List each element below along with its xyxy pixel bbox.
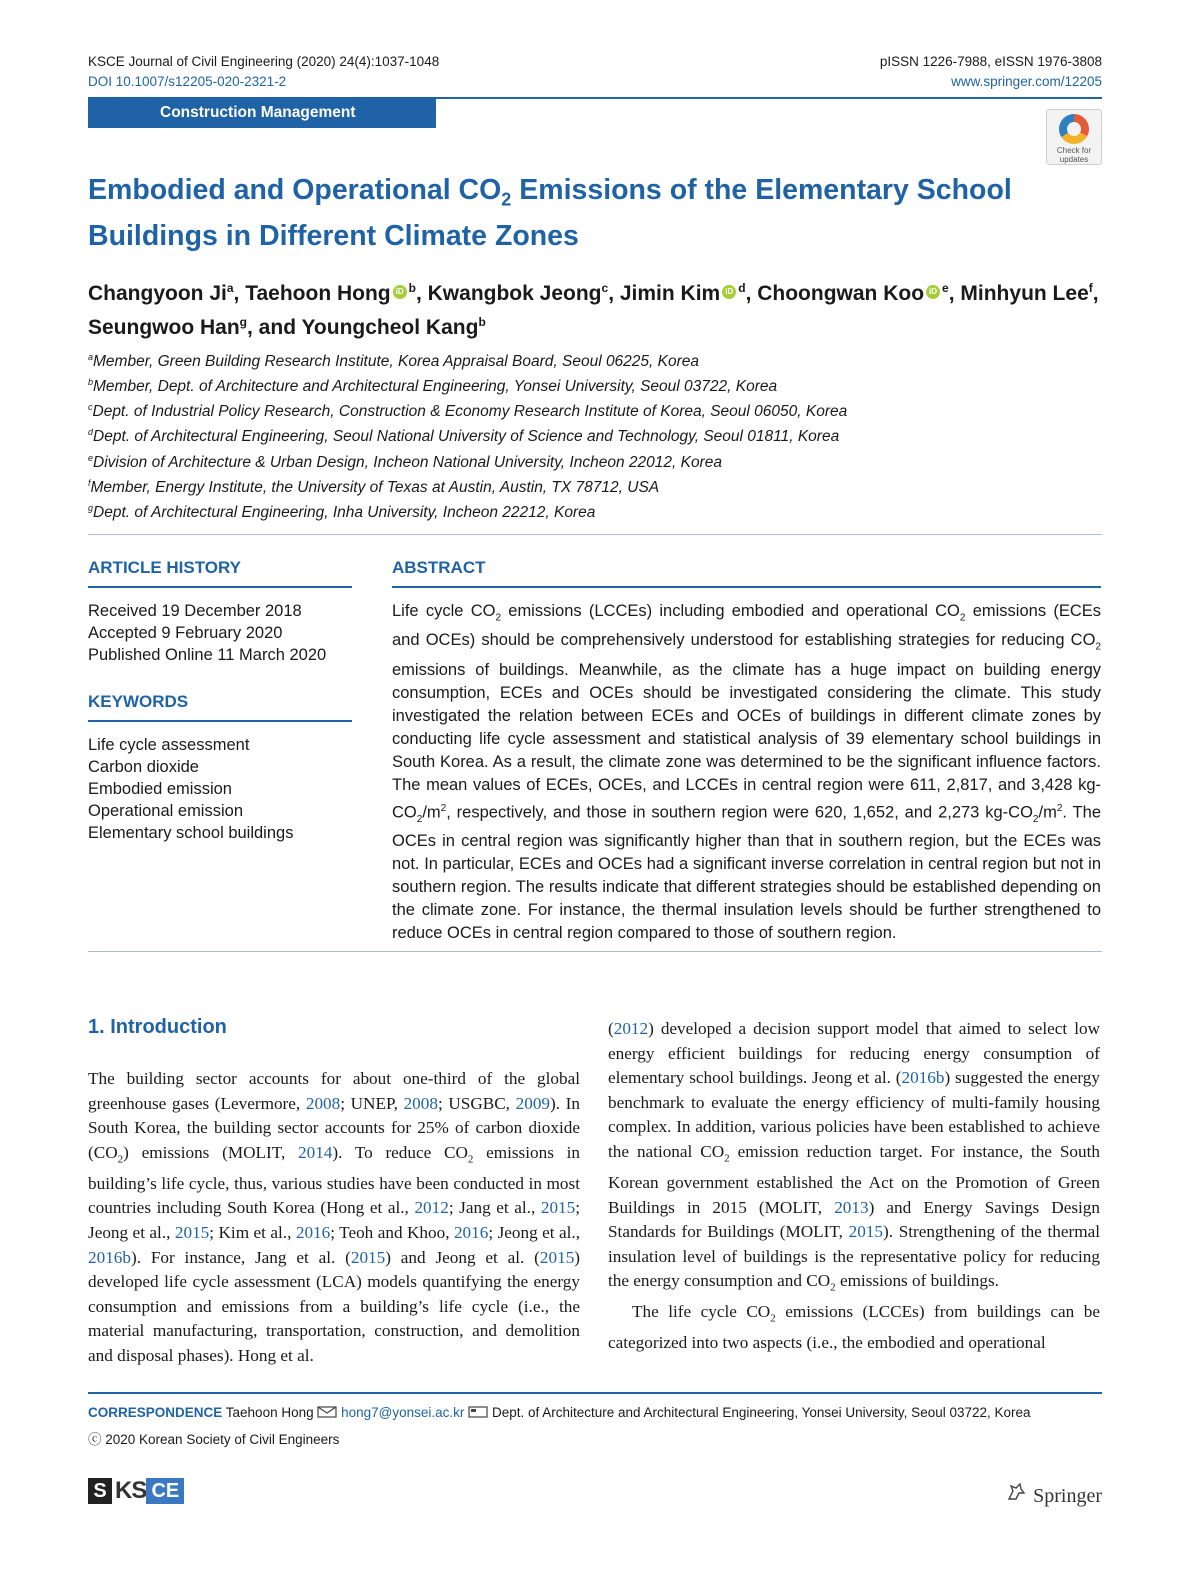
citation-link[interactable]: 2012 [414, 1198, 449, 1218]
article-history-heading: ARTICLE HISTORY [88, 558, 242, 577]
section-label: Construction Management [88, 99, 436, 128]
intro-paragraph: The life cycle $CO_2$ emissions (LCCEs) from buildings can be categorized into two aspects (i.e., the embodied and operational [608, 1302, 1100, 1353]
orcid-icon[interactable]: iD [926, 285, 940, 299]
affiliation: $^f$Member, Energy Institute, the University of Texas at Austin, Austin, TX 78712, USA [88, 477, 660, 496]
affiliation: $^e$Division of Architecture & Urban Design, Incheon National University, Incheon 22012, Korea [88, 452, 722, 471]
citation-link[interactable]: 2015 [539, 1247, 575, 1267]
affiliation: $^c$Dept. of Industrial Policy Research, Construction & Economy Research Institute of Korea, Seoul 06050, Korea [88, 402, 848, 421]
introduction-heading: 1. Introduction [88, 1016, 227, 1038]
citation-link[interactable]: 2016 [453, 1223, 489, 1242]
published-date: Published Online 11 March 2020 [88, 646, 327, 664]
springer-wordmark: Springer [1033, 1484, 1102, 1507]
author-affiliation-mark: f [1088, 281, 1093, 295]
citation-link[interactable]: 2014 [298, 1142, 333, 1162]
citation-link[interactable]: 2015 [350, 1247, 386, 1267]
author-affiliation-mark: e [942, 281, 949, 295]
affiliation: $^g$Dept. of Architectural Engineering, Inha University, Incheon 22212, Korea [88, 502, 596, 522]
divider [88, 534, 1102, 535]
author-name: Minhyun Lee [960, 282, 1089, 305]
affiliation: $^a$Member, Green Building Research Institute, Korea Appraisal Board, Seoul 06225, Korea [88, 352, 700, 371]
received-date: Received 19 December 2018 [88, 602, 302, 620]
copyright: ⓒ 2020 Korean Society of Civil Engineers [88, 1432, 340, 1447]
orcid-icon[interactable]: iD [722, 285, 736, 299]
divider [88, 586, 352, 588]
keywords-heading: KEYWORDS [88, 692, 189, 711]
footer-rule [88, 1392, 1102, 1394]
author-affiliation-mark: c [601, 281, 609, 295]
correspondence [88, 1403, 1103, 1423]
author-affiliation-mark: g [239, 315, 248, 329]
abstract-body: Life cycle $CO_2$ emissions (LCCEs) including embodied and operational $CO_2$ emissions (ECEs and OCEs) should be comprehensively understood for establishing strategies for reducing $CO_2$ emissions of buildings. Meanwhile, as the climate has a huge impact on building energy consumption, ECEs and OCEs should be investigated considering the climate. This study investigated the relation between ECEs and OCEs of buildings in different climate zones by conducting life cycle assessment and statistical analysis of 39 elementary school buildings in South Korea. As a result, the climate zone was determined to be the significant influence factors. The mean values of ECEs, OCEs, and LCCEs in central region were 611, 2,817, and 3,428 $kg-CO_2/m^2$, respectively, and those in southern region were 620, 1,652, and 2,273 $kg-CO_2/m^2$. The OCEs in central region was significantly higher than that in southern region, but the ECEs was not. In particular, ECEs and OCEs had a significant inverse correlation in central region but not in southern region. The results indicate that different strategies should be established depending on the climate zone. For instance, the thermal insulation levels should be further strengthened to reduce OCEs in central region compared to those of southern region. [392, 602, 1101, 943]
issn-text: pISSN 1226-7988, eISSN 1976-3808 [879, 54, 1102, 69]
intro-column-right [608, 1017, 1100, 1356]
keyword: Carbon dioxide [88, 758, 199, 776]
author-affiliation-mark: a [226, 281, 234, 295]
springer-horse-icon [1005, 1481, 1027, 1510]
citation-link[interactable]: 2008 [403, 1093, 438, 1113]
journal-citation: KSCE Journal of Civil Engineering (2020) 24(4):1037-1048 [88, 54, 440, 69]
ksce-logo [88, 1478, 184, 1504]
paper-title: Embodied and Operational $CO_2$ Emissions of the Elementary School Buildings in Different Climate Zones [88, 174, 1012, 252]
intro-paragraph: The building sector accounts for about one-third of the global greenhouse gases (Levermore, 2008; UNEP, 2008; USGBC, 2009). In South Korea, the building sector accounts for 25% of carbon dioxide $(CO_2)$ emissions (MOLIT, 2014). To reduce $CO_2$ emissions in building’s life cycle, thus, various studies have been conducted in most countries including South Korea (Hong et al., 2012; Jang et al., 2015; Jeong et al., 2015; Kim et al., 2016; Teoh and Khoo, 2016; Jeong et al., 2016b). For instance, Jang et al. (2015) and Jeong et al. (2015) developed life cycle assessment (LCA) models quantifying the energy consumption and emissions from a building’s life cycle (i.e., the material manufacturing, transportation, construction, and demolition and disposal phases). Hong et al. [88, 1069, 581, 1365]
mail-icon [317, 1405, 341, 1420]
keywords-section [88, 692, 352, 722]
intro-column-left [88, 1067, 580, 1369]
author-affiliation-mark: d [738, 281, 746, 295]
abstract-section [392, 558, 1101, 588]
article-history-dates [88, 600, 326, 666]
author-list: Changyoon Ji$^a$, Taehoon Hong iD $^b$, Kwangbok Jeong$^c$, Jimin Kim iD $^d$, Choongwan Koo iD $^e$, Minhyun Lee$^f$, Seungwoo Han$^g$, and Youngcheol Kang$^b$ [88, 281, 1099, 339]
ksce-logo-box: CE [146, 1478, 184, 1504]
author-affiliation-mark: b [478, 315, 486, 329]
accepted-date: Accepted 9 February 2020 [88, 624, 283, 642]
correspondence-address: Dept. of Architecture and Architectural Engineering, Yonsei University, Seoul 03722, Korea [491, 1405, 1031, 1420]
affiliation: $^b$Member, Dept. of Architecture and Architectural Engineering, Yonsei University, Seoul 03722, Korea [88, 377, 778, 396]
divider [88, 720, 352, 722]
citation-link[interactable]: 2013 [834, 1197, 869, 1217]
citation-link[interactable]: 2016b [901, 1068, 945, 1088]
affiliation-list [88, 347, 1103, 523]
author-affiliation-mark: b [408, 281, 416, 295]
citation-link[interactable]: 2016 [295, 1223, 331, 1242]
springer-logo [1005, 1481, 1102, 1510]
check-for-updates-button[interactable] [1046, 109, 1102, 165]
citation-link[interactable]: 2012 [613, 1019, 649, 1038]
correspondence-label: CORRESPONDENCE [88, 1405, 223, 1420]
author-name: Youngcheol Kang [301, 316, 479, 339]
author-name: Jimin Kim [619, 282, 721, 305]
check-for-updates-label: Check for updates [1056, 146, 1092, 164]
correspondence-name: Taehoon Hong [222, 1405, 318, 1420]
affiliation: $^d$Dept. of Architectural Engineering, Seoul National University of Science and Technology, Seoul 01811, Korea [88, 427, 840, 446]
author-name: Seungwoo Han [88, 316, 240, 339]
correspondence-email-link[interactable]: hong7@yonsei.ac.kr [341, 1405, 465, 1420]
citation-link[interactable]: 2008 [305, 1093, 341, 1113]
keyword: Elementary school buildings [88, 824, 294, 842]
divider [88, 951, 1102, 952]
author-name: Kwangbok Jeong [427, 282, 602, 305]
issn-header [880, 52, 1102, 92]
ksce-logo-text: KS [115, 1477, 147, 1504]
author-name: Changyoon Ji [88, 282, 227, 305]
address-card-icon [468, 1405, 492, 1420]
keyword: Life cycle assessment [88, 736, 250, 754]
crossmark-icon [1059, 114, 1089, 144]
article-history-section [88, 558, 352, 588]
citation-link[interactable]: 2009 [515, 1093, 550, 1113]
divider [392, 586, 1101, 588]
doi-link[interactable]: DOI 10.1007/s12205-020-2321-2 [88, 74, 287, 89]
keyword-list [88, 734, 293, 844]
journal-url-link[interactable]: www.springer.com/12205 [951, 74, 1102, 89]
intro-paragraph: (2012) developed a decision support model that aimed to select low energy efficient buildings for reducing energy consumption of elementary school buildings. Jeong et al. (2016b) suggested the energy benchmark to evaluate the energy efficiency of multi-family housing complex. In addition, various policies have been established to achieve the national $CO_2$ emission reduction target. For instance, the South Korean government established the Act on the Promotion of Green Buildings in 2015 (MOLIT, 2013) and Energy Savings Design Standards for Buildings (MOLIT, 2015). Strengthening of the thermal insulation level of buildings is the representative policy for reducing the energy consumption and $CO_2$ emissions of buildings. [608, 1019, 1100, 1294]
citation-link[interactable]: 2015 [540, 1198, 576, 1218]
citation-link[interactable]: 2015 [174, 1223, 210, 1242]
author-name: Choongwan Koo [757, 282, 925, 305]
keyword: Operational emission [88, 802, 243, 820]
journal-header [88, 52, 439, 92]
ksce-logo-mark: S [88, 1478, 112, 1504]
abstract-heading: ABSTRACT [392, 558, 486, 577]
citation-link[interactable]: 2016b [88, 1247, 131, 1267]
citation-link[interactable]: 2015 [848, 1222, 883, 1242]
keyword: Embodied emission [88, 780, 232, 798]
author-name: Taehoon Hong [245, 282, 391, 305]
orcid-icon[interactable]: iD [393, 285, 407, 299]
